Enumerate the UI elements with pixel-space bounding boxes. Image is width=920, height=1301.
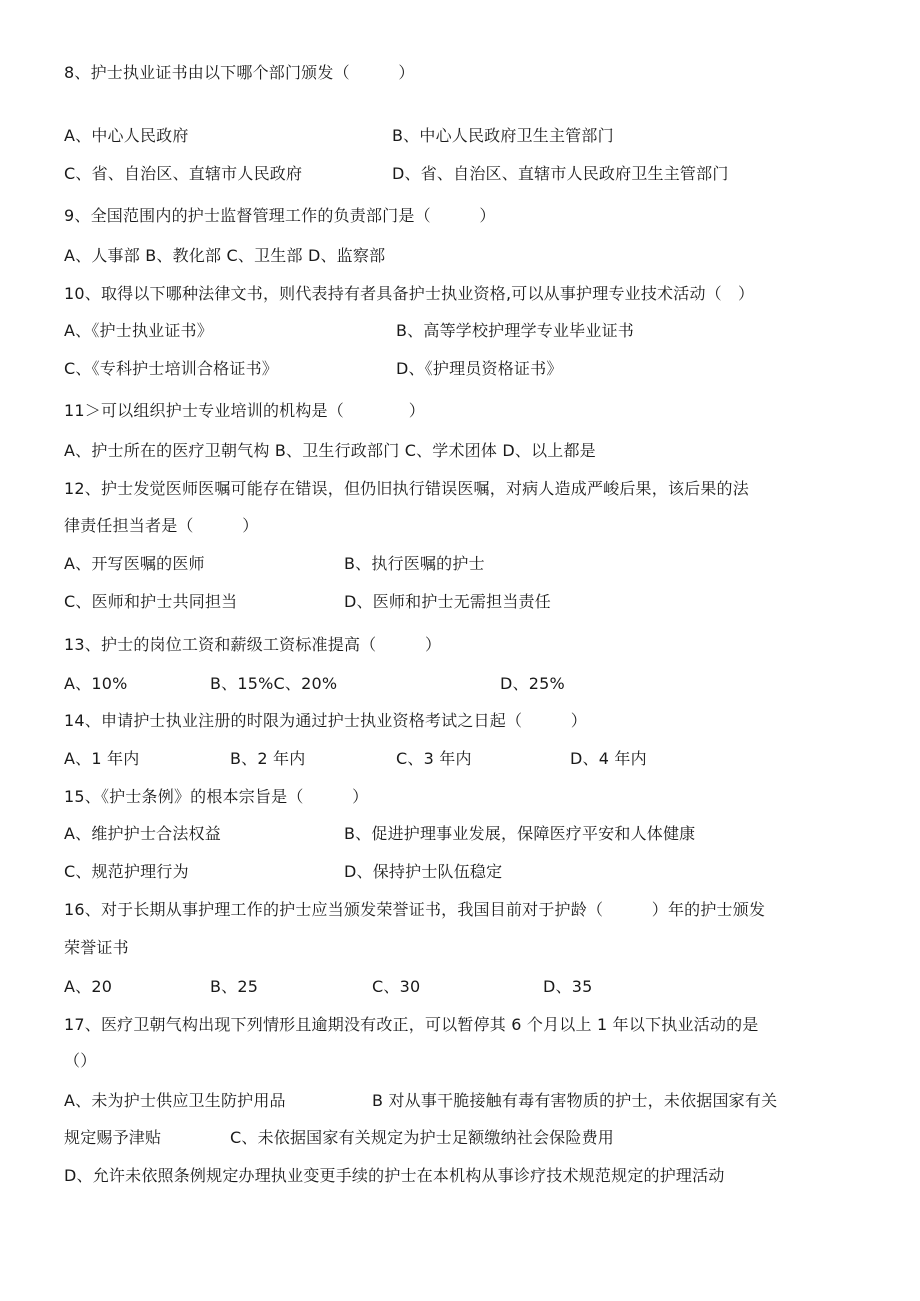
question-10-option-c: C、《专科护士培训合格证书》 — [64, 359, 278, 378]
question-8-option-a: A、中心人民政府 — [64, 126, 189, 145]
question-12-option-c: C、医师和护士共同担当 — [64, 592, 238, 611]
question-16-option-d: D、35 — [543, 977, 593, 996]
question-16-option-c: C、30 — [372, 977, 421, 996]
question-16-stem-line-2: 荣誉证书 — [64, 938, 129, 957]
question-8-option-c: C、省、自治区、直辖市人民政府 — [64, 164, 303, 183]
question-11-stem: 11＞可以组织护士专业培训的机构是（ ） — [64, 401, 425, 420]
question-13-option-a: A、10% — [64, 674, 128, 693]
question-16-option-a: A、20 — [64, 977, 113, 996]
question-12-stem-line-2: 律责任担当者是（ ） — [64, 516, 259, 535]
question-15-stem: 15、《护士条例》的根本宗旨是（ ） — [64, 787, 369, 806]
question-12-stem-line-1: 12、护士发觉医师医嘱可能存在错误，但仍旧执行错误医嘱，对病人造成严峻后果，该后果的法 — [64, 479, 749, 498]
question-17-option-b: B 对从事干脆接触有毒有害物质的护士，未依据国家有关 — [372, 1091, 778, 1110]
question-15-option-b: B、促进护理事业发展，保障医疗平安和人体健康 — [344, 824, 696, 843]
question-16-option-b: B、25 — [210, 977, 259, 996]
question-17-stem-line-1: 17、医疗卫朝气构出现下列情形且逾期没有改正，可以暂停其 6 个月以上 1 年以下执业活动的是 — [64, 1015, 759, 1034]
question-13-option-bc: B、15%C、20% — [210, 674, 338, 693]
question-11-options: A、护士所在的医疗卫朝气构 B、卫生行政部门 C、学术团体 D、以上都是 — [64, 441, 596, 460]
question-9-options: A、人事部 B、教化部 C、卫生部 D、监察部 — [64, 246, 386, 265]
question-8-option-d: D、省、自治区、直辖市人民政府卫生主管部门 — [392, 164, 729, 183]
question-17-option-d: D、允许未依照条例规定办理执业变更手续的护士在本机构从事诊疗技术规范规定的护理活动 — [64, 1166, 725, 1185]
question-10-option-d: D、《护理员资格证书》 — [396, 359, 563, 378]
question-10-option-a: A、《护士执业证书》 — [64, 321, 213, 340]
question-17-option-c: C、未依据国家有关规定为护士足额缴纳社会保险费用 — [230, 1128, 614, 1147]
question-9-stem: 9、全国范围内的护士监督管理工作的负责部门是（ ） — [64, 206, 496, 225]
question-17-option-b-cont: 规定赐予津贴 — [64, 1128, 162, 1147]
question-17-stem-line-2: （） — [64, 1051, 97, 1070]
question-12-option-d: D、医师和护士无需担当责任 — [344, 592, 551, 611]
question-13-option-d: D、25% — [500, 674, 565, 693]
question-14-option-d: D、4 年内 — [570, 749, 647, 768]
question-10-stem: 10、取得以下哪种法律文书，则代表持有者具备护士执业资格,可以从事护理专业技术活动（ ） — [64, 284, 755, 303]
question-15-option-c: C、规范护理行为 — [64, 862, 189, 881]
question-14-stem: 14、申请护士执业注册的时限为通过护士执业资格考试之日起（ ） — [64, 711, 587, 730]
question-13-stem: 13、护士的岗位工资和薪级工资标准提高（ ） — [64, 635, 442, 654]
question-8-option-b: B、中心人民政府卫生主管部门 — [392, 126, 614, 145]
question-12-option-a: A、开写医嘱的医师 — [64, 554, 205, 573]
question-14-option-b: B、2 年内 — [230, 749, 306, 768]
question-12-option-b: B、执行医嘱的护士 — [344, 554, 485, 573]
question-15-option-d: D、保持护士队伍稳定 — [344, 862, 503, 881]
question-14-option-c: C、3 年内 — [396, 749, 472, 768]
question-15-option-a: A、维护护士合法权益 — [64, 824, 221, 843]
question-17-option-a: A、未为护士供应卫生防护用品 — [64, 1091, 286, 1110]
question-8-stem: 8、护士执业证书由以下哪个部门颁发（ ） — [64, 63, 415, 82]
question-14-option-a: A、1 年内 — [64, 749, 140, 768]
question-16-stem-line-1: 16、对于长期从事护理工作的护士应当颁发荣誉证书，我国目前对于护龄（ ）年的护士颁发 — [64, 900, 766, 919]
question-10-option-b: B、高等学校护理学专业毕业证书 — [396, 321, 634, 340]
